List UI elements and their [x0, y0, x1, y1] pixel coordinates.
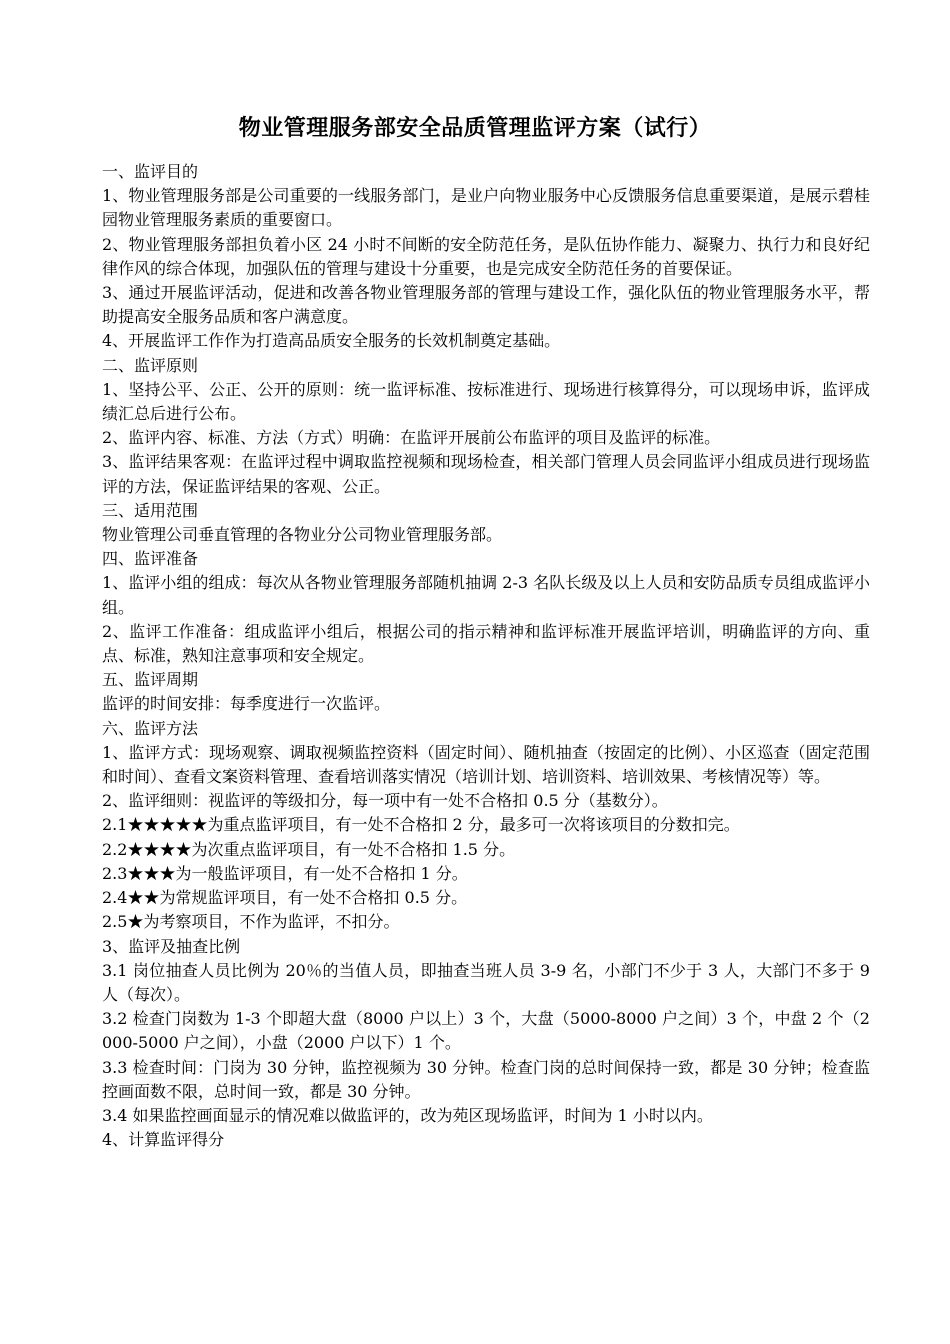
paragraph: 1、监评小组的组成：每次从各物业管理服务部随机抽调 2-3 名队长级及以上人员和安防品质专员组成监评小组。 [102, 573, 870, 617]
paragraph: 物业管理公司垂直管理的各物业分公司物业管理服务部。 [102, 525, 503, 545]
paragraph: 3、监评结果客观：在监评过程中调取监控视频和现场检查，相关部门管理人员会同监评小组成员进行现场监评的方法，保证监评结果的客观、公正。 [102, 452, 870, 496]
paragraph: 3.3 检查时间：门岗为 30 分钟，监控视频为 30 分钟。检查门岗的总时间保持一致，都是 30 分钟；检查监控画面数不限，总时间一致，都是 30 分钟。 [102, 1057, 870, 1101]
document-body [102, 160, 870, 1152]
paragraph: 3.4 如果监控画面显示的情况难以做监评的，改为苑区现场监评，时间为 1 小时以内。 [102, 1105, 713, 1125]
paragraph: 1、坚持公平、公正、公开的原则：统一监评标准、按标准进行、现场进行核算得分，可以现场申诉，监评成绩汇总后进行公布。 [102, 379, 870, 424]
paragraph: 2.4★★为常规监评项目，有一处不合格扣 0.5 分。 [102, 888, 468, 908]
paragraph: 2.3★★★为一般监评项目，有一处不合格扣 1 分。 [102, 863, 468, 883]
paragraph: 2、监评细则：视监评的等级扣分，每一项中有一处不合格扣 0.5 分（基数分）。 [102, 791, 668, 811]
section-heading-preparation: 四、监评准备 [102, 549, 199, 569]
section-heading-principles: 二、监评原则 [102, 355, 199, 375]
paragraph: 3.1 岗位抽查人员比例为 20％的当值人员，即抽查当班人员 3-9 名，小部门不少于 3 人，大部门不多于 9 人（每次）。 [102, 960, 870, 1004]
paragraph: 2、监评内容、标准、方法（方式）明确：在监评开展前公布监评的项目及监评的标准。 [102, 428, 721, 448]
paragraph: 监评的时间安排：每季度进行一次监评。 [102, 694, 391, 714]
paragraph: 2、监评工作准备：组成监评小组后，根据公司的指示精神和监评标准开展监评培训，明确监评的方向、重点、标准，熟知注意事项和安全规定。 [102, 621, 870, 666]
paragraph: 2.1★★★★★为重点监评项目，有一处不合格扣 2 分，最多可一次将该项目的分数扣完。 [102, 815, 740, 835]
section-heading-method: 六、监评方法 [102, 718, 199, 738]
paragraph: 2.5★为考察项目，不作为监评，不扣分。 [102, 912, 400, 932]
paragraph: 4、计算监评得分 [102, 1130, 225, 1150]
paragraph: 3、监评及抽查比例 [102, 936, 241, 956]
document-title: 物业管理服务部安全品质管理监评方案（试行） [238, 115, 712, 141]
paragraph: 1、监评方式：现场观察、调取视频监控资料（固定时间）、随机抽查（按固定的比例）、小区巡查（固定范围和时间）、查看文案资料管理、查看培训落实情况（培训计划、培训资料、培训效果、考核情况等）等。 [102, 742, 870, 787]
section-heading-scope: 三、适用范围 [102, 500, 199, 520]
paragraph: 2、物业管理服务部担负着小区 24 小时不间断的安全防范任务，是队伍协作能力、凝聚力、执行力和良好纪律作风的综合体现，加强队伍的管理与建设十分重要，也是完成安全防范任务的首要保证。 [102, 234, 870, 278]
section-heading-cycle: 五、监评周期 [102, 670, 199, 690]
paragraph: 1、物业管理服务部是公司重要的一线服务部门，是业户向物业服务中心反馈服务信息重要渠道，是展示碧桂园物业管理服务素质的重要窗口。 [102, 186, 870, 230]
section-heading-purpose: 一、监评目的 [102, 162, 199, 181]
paragraph: 3.2 检查门岗数为 1-3 个即超大盘（8000 户以上）3 个，大盘（5000-8000 户之间）3 个，中盘 2 个（2000-5000 户之间），小盘（2000 户以下）1 个。 [102, 1009, 870, 1053]
paragraph: 2.2★★★★为次重点监评项目，有一处不合格扣 1.5 分。 [102, 839, 516, 859]
paragraph: 4、开展监评工作作为打造高品质安全服务的长效机制奠定基础。 [102, 331, 561, 351]
paragraph: 3、通过开展监评活动，促进和改善各物业管理服务部的管理与建设工作，强化队伍的物业管理服务水平，帮助提高安全服务品质和客户满意度。 [102, 283, 870, 327]
